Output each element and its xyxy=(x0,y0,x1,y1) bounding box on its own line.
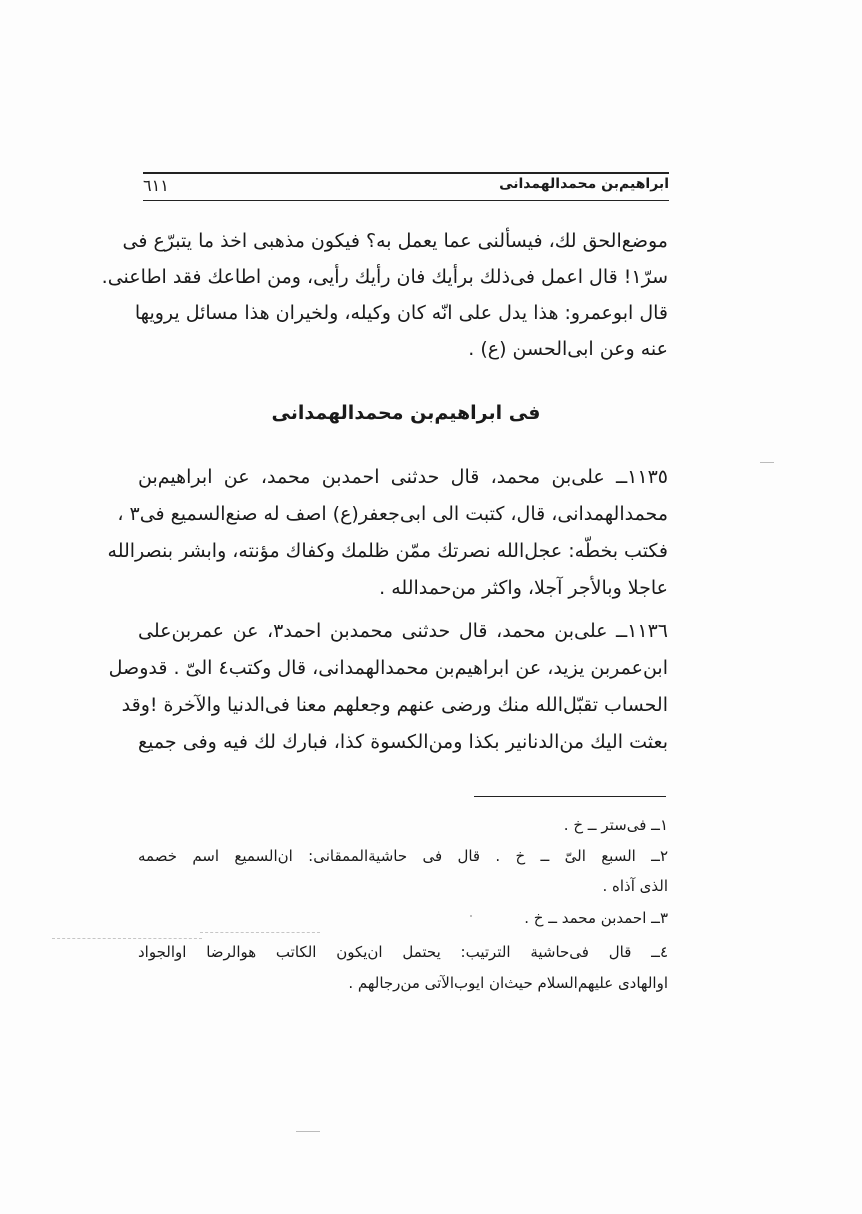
header-bottom-rule xyxy=(143,200,669,201)
scan-artifact xyxy=(296,1131,320,1132)
entry-1135-line: ١١٣٥ــ على‌بن محمد، قال حدثنى احمدبن محمد، عن ابراهيم‌بن xyxy=(138,466,668,488)
entry-1136-line: ١١٣٦ــ على‌بن محمد، قال حدثنى محمدبن احمد٣، عن عمربن‌على xyxy=(138,620,668,642)
entry-1136-line: ابن‌عمربن يزيد، عن ابراهيم‌بن محمدالهمدانى، قال وكتب٤ الىّ . قدوصل xyxy=(108,657,668,679)
footnote-line: ٢ــ السبع الىّ ــ خ . قال فى حاشية‌الممقانى: ان‌السميع اسم خصمه xyxy=(138,847,668,865)
entry-1136-line: الحساب تقبّل‌الله منك ورضى عنهم وجعلهم معنا فى‌الدنيا والآخرة !وقد xyxy=(121,694,668,716)
body-line: سرّ١! قال اعمل فى‌ذلك برأيك فان رأيك رأيى، ومن اطاعك فقد اطاعنى. xyxy=(101,266,668,288)
entry-1136-line: بعثت اليك من‌الدنانير بكذا ومن‌الكسوة كذا، فبارك لك فيه وفى جميع xyxy=(138,731,668,753)
entry-1135-line: محمدالهمدانى، قال، كتبت الى ابى‌جعفر(ع) اصف له صنع‌السميع فى٣ ، xyxy=(117,503,668,525)
page-header xyxy=(143,176,669,198)
body-line: عنه وعن ابى‌الحسن (ع) . xyxy=(468,338,668,360)
footnote-line: الذى آذاه . xyxy=(602,877,668,895)
section-heading: فى ابراهيم‌بن محمدالهمدانى xyxy=(271,402,541,424)
page-number: ٦١١ xyxy=(143,176,169,195)
scan-artifact xyxy=(52,938,202,939)
entry-1135-line: فكتب بخطّه: عجل‌الله نصرتك ممّن ظلمك وكفاك مؤنته، وابشر بنصرالله xyxy=(107,540,668,562)
scan-artifact xyxy=(760,462,774,463)
body-line: موضع‌الحق لك، فيسألنى عما يعمل به؟ فيكون مذهبى اخذ ما يتبرّع فى xyxy=(122,230,668,252)
scan-artifact xyxy=(200,932,320,933)
entry-1135-line: عاجلا وبالأجر آجلا، واكثر من‌حمدالله . xyxy=(379,577,668,599)
footnote-line: ١ــ فى‌ستر ــ خ . xyxy=(563,816,668,834)
header-top-rule xyxy=(143,172,669,174)
running-title: ابراهيم‌بن محمدالهمدانى xyxy=(499,176,669,192)
footnote-line: ٤ــ قال فى‌حاشية الترتيب: يحتمل ان‌يكون الكاتب هوالرضا اوالجواد xyxy=(138,943,668,961)
footnote-line: ٣ــ احمدبن محمد ــ خ . xyxy=(524,909,668,927)
footnote-line: اوالهادى عليهم‌السلام حيث‌ان ايوب‌الآتى من‌رجالهم . xyxy=(348,974,668,992)
scan-artifact xyxy=(470,915,472,917)
footnote-separator xyxy=(474,796,666,797)
body-line: قال ابوعمرو: هذا يدل على انّه كان وكيله، ولخيران هذا مسائل يرويها xyxy=(134,302,668,324)
